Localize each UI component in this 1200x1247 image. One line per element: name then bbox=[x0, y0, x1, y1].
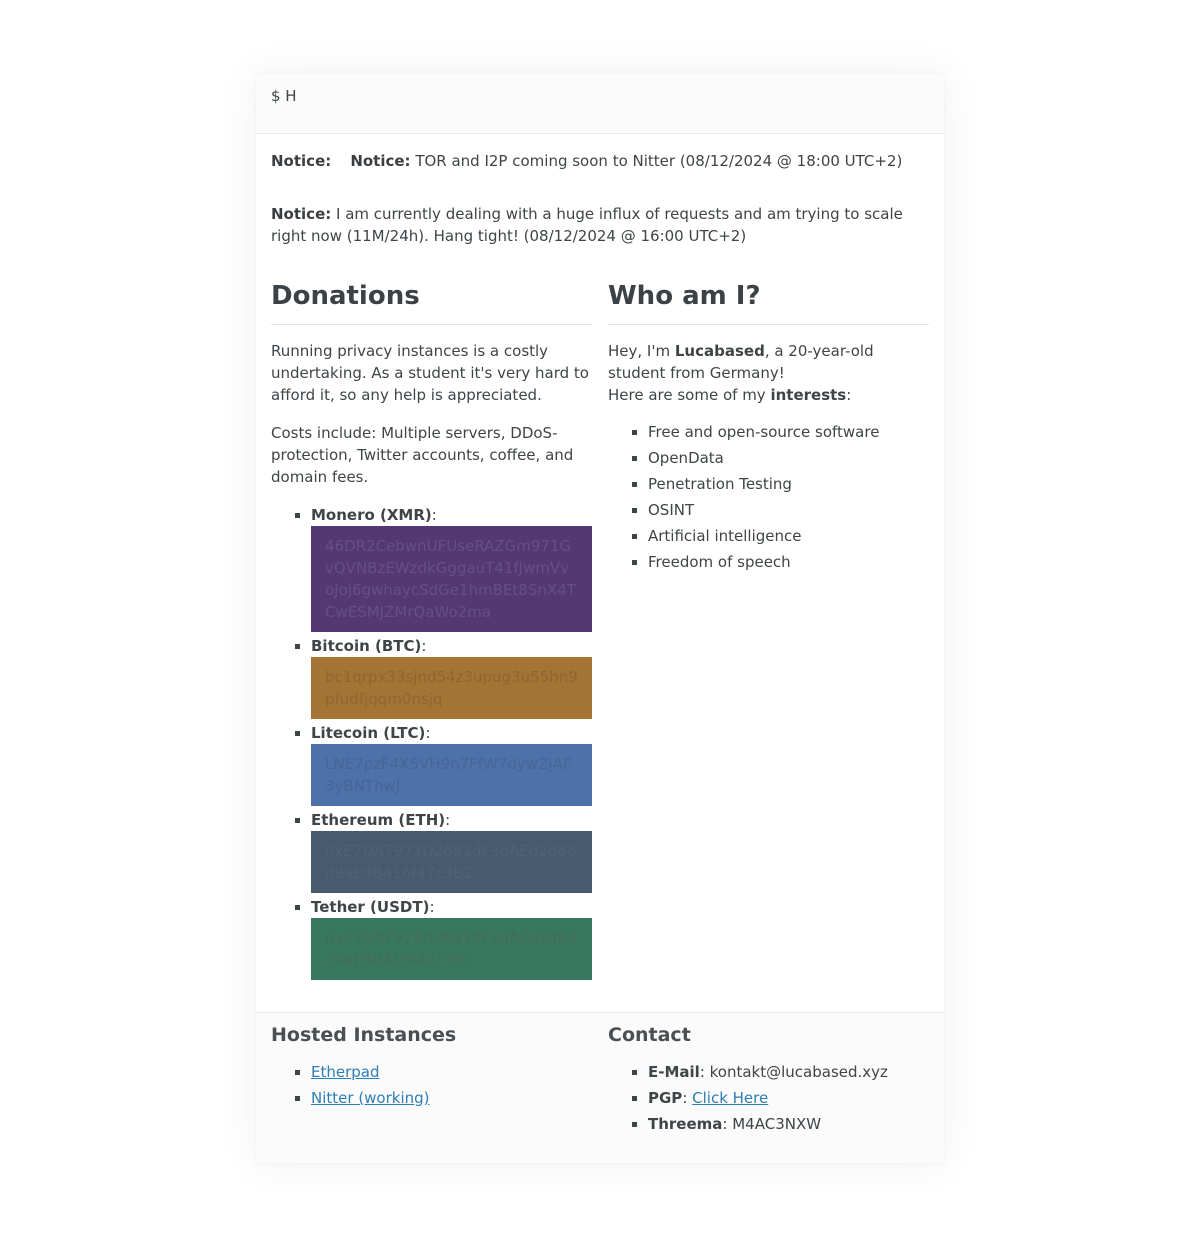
nitter-link[interactable]: Nitter (working) bbox=[311, 1089, 430, 1107]
about-section bbox=[608, 280, 929, 983]
donations-costs: Costs include: Multiple servers, DDoS-protection, Twitter accounts, coffee, and domain fees. bbox=[271, 424, 574, 486]
two-columns bbox=[271, 280, 929, 983]
contact-threema bbox=[648, 1113, 929, 1135]
main-card bbox=[256, 74, 944, 1163]
crypto-name: Bitcoin (BTC) bbox=[311, 637, 422, 655]
crypto-name: Monero (XMR) bbox=[311, 506, 432, 524]
notice-text: I am currently dealing with a huge influx of requests and am trying to scale right now (11M/24h). Hang tight! (08/12/2024 @ 16:00 UTC+2) bbox=[271, 205, 903, 245]
notice-tor-i2p bbox=[271, 150, 929, 172]
list-item bbox=[311, 1061, 592, 1083]
tether-address[interactable]: 0xE7DA7971D2681dF3dAEd2d66d9aE8B416f47c3B2 bbox=[311, 918, 592, 980]
interest-item: ▪ Freedom of speech bbox=[648, 551, 929, 573]
contact-pgp bbox=[648, 1087, 929, 1109]
contact-email bbox=[648, 1061, 929, 1083]
bitcoin-address[interactable]: bc1qrpx33sjnd54z3upug3u55hn9pfudfjqqm0nsjq bbox=[311, 657, 592, 719]
intro-text: Hey, I'm bbox=[608, 342, 675, 360]
top-bar bbox=[256, 74, 944, 134]
notice-influx bbox=[271, 203, 929, 247]
pgp-label: PGP bbox=[648, 1089, 683, 1107]
crypto-list bbox=[271, 504, 592, 980]
notice-label: Notice: bbox=[350, 152, 411, 170]
interest-item: ▪ Free and open-source software bbox=[648, 421, 929, 443]
notice-label: Notice: bbox=[271, 152, 332, 170]
contact-section bbox=[608, 1023, 929, 1139]
intro-text: , a 20-year-old student from Germany! bbox=[608, 342, 874, 382]
email-value: : kontakt@lucabased.xyz bbox=[699, 1063, 888, 1081]
etherpad-link[interactable]: Etherpad bbox=[311, 1063, 380, 1081]
crypto-colon: : bbox=[425, 724, 431, 742]
contact-heading: Contact bbox=[608, 1024, 691, 1046]
monero-address[interactable]: 46DR2CebwnUFUseRAZGm971GvQVNBzEWzdkGggauT41fJwmVvoJoj6gwhaycSdGe1hmBEt8SnX4TCwESMJZMrQaWo2ma bbox=[311, 526, 592, 632]
interests-intro: Here are some of my bbox=[608, 386, 771, 404]
list-item bbox=[311, 1087, 592, 1109]
hosted-instances-list bbox=[271, 1061, 592, 1109]
crypto-item-bitcoin bbox=[311, 635, 592, 719]
interest-item: ▪ OpenData bbox=[648, 447, 929, 469]
main-content bbox=[256, 134, 944, 983]
hosted-instances-section bbox=[271, 1023, 592, 1139]
contact-list bbox=[608, 1061, 929, 1135]
crypto-colon: : bbox=[431, 506, 437, 524]
crypto-item-ethereum bbox=[311, 809, 592, 893]
donations-intro: Running privacy instances is a costly undertaking. As a student it's very hard to afford it, so any help is appreciated. bbox=[271, 342, 589, 404]
litecoin-address[interactable]: LNE7pzF4X5VH9n7FfW7dywZjAF3yBNThwJ bbox=[311, 744, 592, 806]
ethereum-address[interactable]: 0xE7DA7971D2681dF3dAEd2d66d9aE8B416f47c3B2 bbox=[311, 831, 592, 893]
interests-colon: : bbox=[846, 386, 852, 404]
hosted-instances-heading: Hosted Instances bbox=[271, 1024, 457, 1046]
author-name: Lucabased bbox=[674, 342, 765, 360]
crypto-item-tether bbox=[311, 896, 592, 980]
email-label: E-Mail bbox=[648, 1063, 700, 1081]
crypto-colon: : bbox=[421, 637, 427, 655]
crypto-name: Ethereum (ETH) bbox=[311, 811, 446, 829]
interests-list bbox=[608, 421, 929, 573]
interest-item: ▪ Penetration Testing bbox=[648, 473, 929, 495]
pgp-link[interactable]: Click Here bbox=[692, 1089, 769, 1107]
notice-text: TOR and I2P coming soon to Nitter (08/12/2024 @ 18:00 UTC+2) bbox=[410, 152, 903, 170]
crypto-colon: : bbox=[445, 811, 451, 829]
interests-word: interests bbox=[770, 386, 847, 404]
crypto-colon: : bbox=[429, 898, 435, 916]
about-heading: Who am I? bbox=[608, 280, 929, 325]
threema-label: Threema bbox=[648, 1115, 723, 1133]
footer bbox=[256, 1012, 944, 1163]
interest-item: ▪ OSINT bbox=[648, 499, 929, 521]
interest-item: ▪ Artificial intelligence bbox=[648, 525, 929, 547]
crypto-name: Litecoin (LTC) bbox=[311, 724, 426, 742]
threema-value: : M4AC3NXW bbox=[722, 1115, 822, 1133]
donations-section bbox=[271, 280, 592, 983]
crypto-item-litecoin bbox=[311, 722, 592, 806]
notice-label: Notice: bbox=[271, 205, 332, 223]
crypto-name: Tether (USDT) bbox=[311, 898, 430, 916]
crypto-item-monero bbox=[311, 504, 592, 632]
site-title[interactable]: $ H bbox=[271, 87, 297, 105]
donations-heading: Donations bbox=[271, 280, 592, 325]
about-intro bbox=[608, 340, 929, 406]
pgp-sep: : bbox=[682, 1089, 693, 1107]
